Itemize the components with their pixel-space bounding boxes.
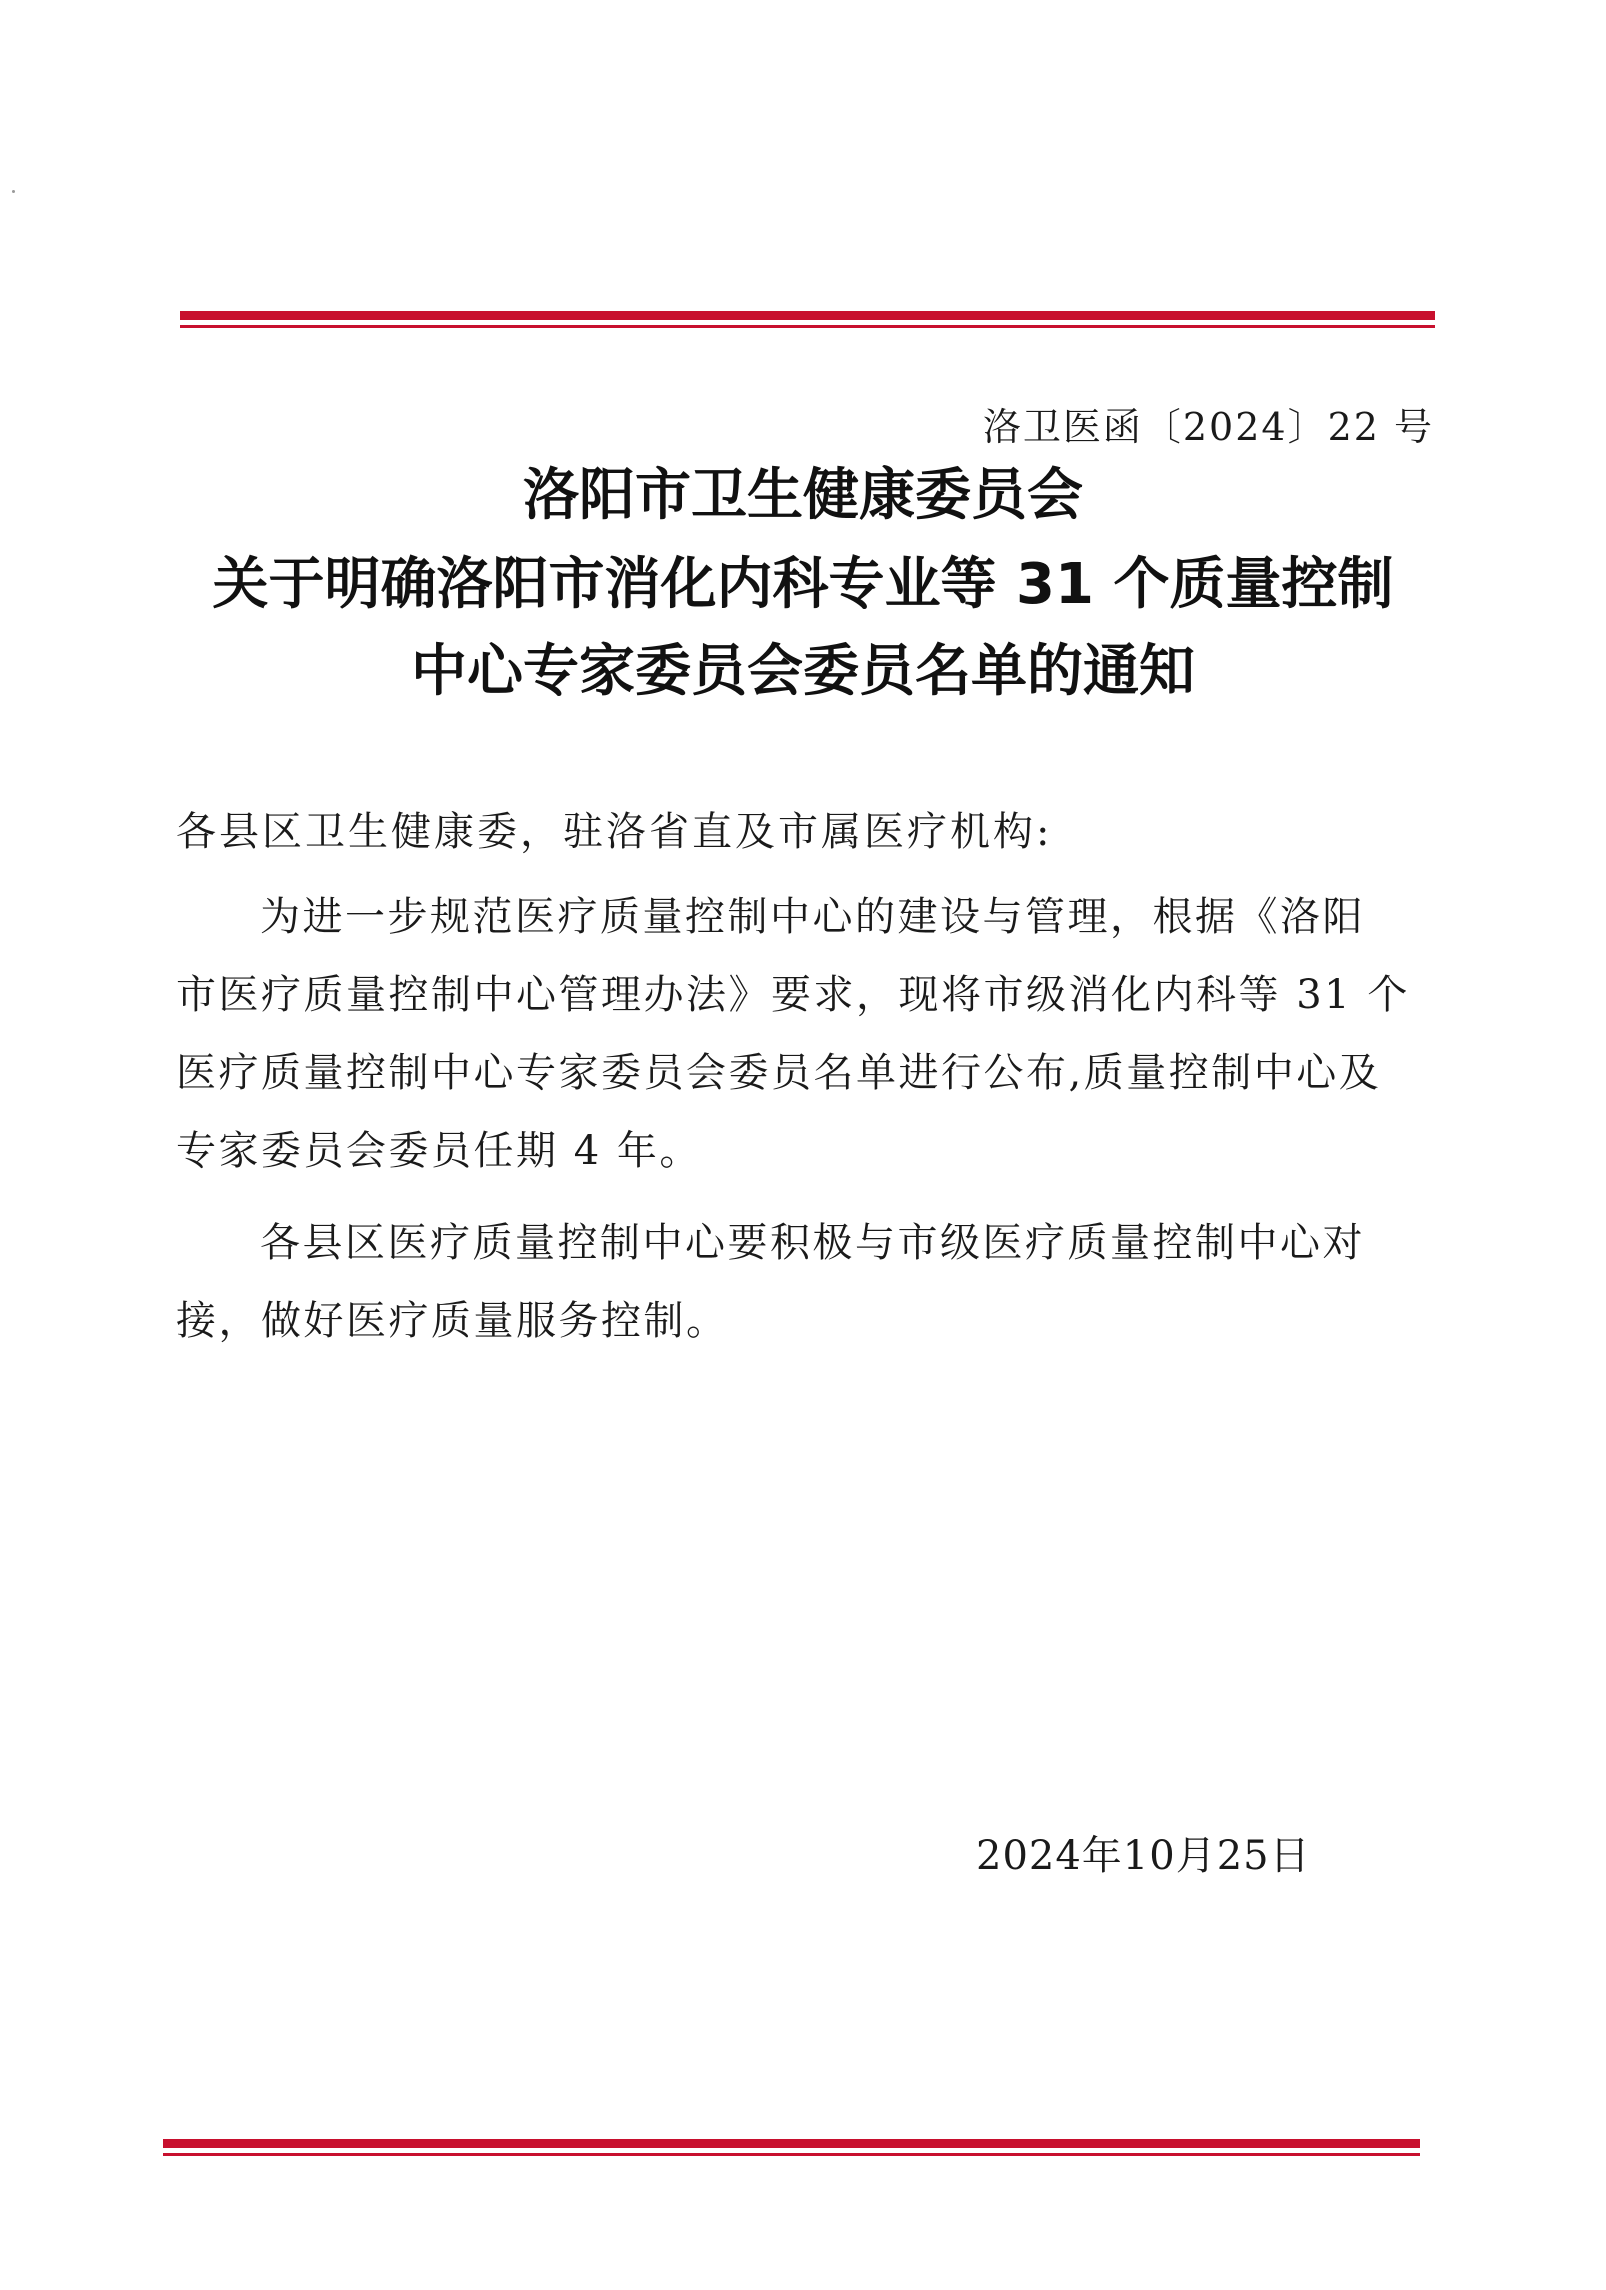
paragraph-1-line-4: 专家委员会委员任期 4 年。: [176, 1128, 702, 1174]
scan-speck: [12, 190, 15, 193]
paragraph-2-line-2: 接，做好医疗质量服务控制。: [176, 1298, 729, 1344]
title-line-1: 洛阳市卫生健康委员会: [523, 463, 1083, 528]
paragraph-1: [176, 878, 1430, 1190]
title-line-2: 关于明确洛阳市消化内科专业等 31 个质量控制: [212, 552, 1394, 617]
issue-date: 2024年10月25日: [976, 1833, 1311, 1879]
document-number: 洛卫医函〔2024〕22 号: [982, 405, 1434, 449]
footer-red-rule-thick: [163, 2139, 1420, 2148]
paragraph-1-line-2: 市医疗质量控制中心管理办法》要求，现将市级消化内科等 31 个: [176, 972, 1410, 1018]
paragraph-1-line-1: 为进一步规范医疗质量控制中心的建设与管理，根据《洛阳: [260, 894, 1365, 940]
footer-red-rule: [163, 2139, 1420, 2157]
header-red-rule-thick: [180, 311, 1435, 320]
header-red-rule-thin: [180, 325, 1435, 328]
paragraph-1-line-3: 医疗质量控制中心专家委员会委员名单进行公布,质量控制中心及: [176, 1050, 1382, 1096]
paragraph-2: [176, 1204, 1430, 1360]
salutation: 各县区卫生健康委，驻洛省直及市属医疗机构:: [176, 809, 1053, 855]
paragraph-2-line-1: 各县区医疗质量控制中心要积极与市级医疗质量控制中心对: [260, 1220, 1365, 1266]
footer-red-rule-thin: [163, 2153, 1420, 2156]
header-red-rule: [180, 311, 1435, 329]
title-line-3: 中心专家委员会委员名单的通知: [411, 639, 1195, 704]
